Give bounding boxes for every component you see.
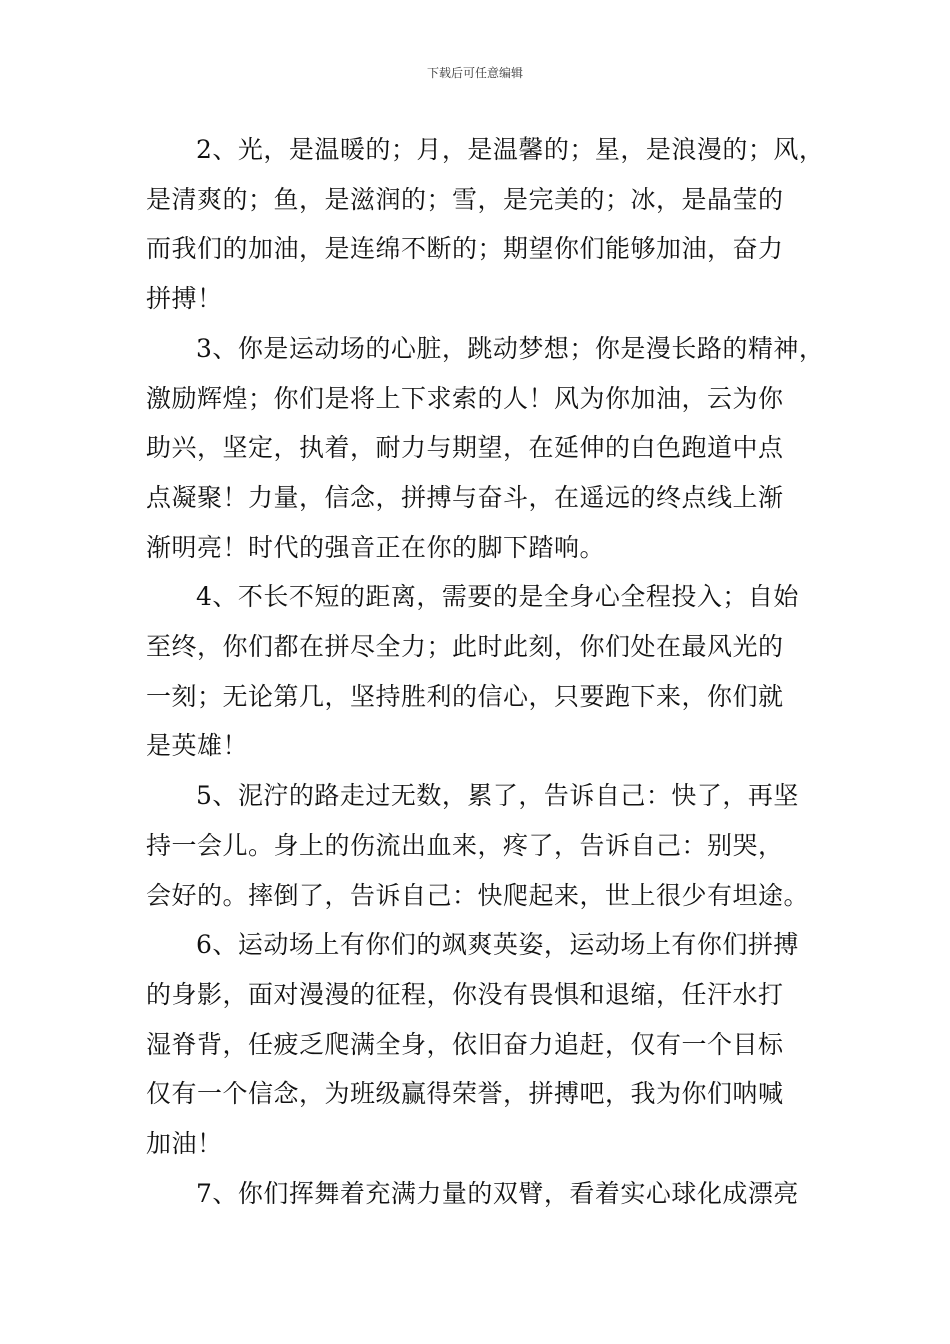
document-body bbox=[146, 125, 825, 1218]
text-line: 点凝聚！力量，信念，拼搏与奋斗，在遥远的终点线上渐 bbox=[146, 482, 784, 512]
text-line: 渐明亮！时代的强音正在你的脚下踏响。 bbox=[146, 532, 606, 562]
text-line: 而我们的加油，是连绵不断的；期望你们能够加油，奋力 bbox=[146, 234, 784, 264]
paragraph-2 bbox=[146, 125, 825, 324]
paragraph-5 bbox=[146, 771, 814, 920]
text-line: 3、你是运动场的心脏，跳动梦想；你是漫长路的精神， bbox=[196, 333, 825, 363]
text-line: 拼搏！ bbox=[146, 284, 223, 314]
text-line: 6、运动场上有你们的飒爽英姿，运动场上有你们拼搏 bbox=[196, 930, 799, 960]
text-line: 5、泥泞的路走过无数，累了，告诉自己：快了，再坚 bbox=[196, 781, 799, 811]
text-line: 2、光，是温暖的；月，是温馨的；星，是浪漫的；风， bbox=[196, 135, 825, 164]
paragraph-7 bbox=[146, 1169, 814, 1219]
text-line: 会好的。摔倒了，告诉自己：快爬起来，世上很少有坦途。 bbox=[146, 880, 810, 910]
text-line: 的身影，面对漫漫的征程，你没有畏惧和退缩，任汗水打 bbox=[146, 979, 784, 1009]
page-header-note: 下载后可任意编辑 bbox=[426, 66, 523, 80]
text-line: 是英雄！ bbox=[146, 731, 249, 761]
text-line: 湿脊背，任疲乏爬满全身，依旧奋力追赶，仅有一个目标 bbox=[146, 1029, 784, 1059]
text-line: 一刻；无论第几，坚持胜利的信心，只要跑下来，你们就 bbox=[146, 681, 784, 711]
text-line: 激励辉煌；你们是将上下求索的人！风为你加油，云为你 bbox=[146, 383, 784, 413]
text-line: 加油！ bbox=[146, 1129, 223, 1159]
text-line: 助兴，坚定，执着，耐力与期望，在延伸的白色跑道中点 bbox=[146, 433, 784, 463]
text-line: 是清爽的；鱼，是滋润的；雪，是完美的；冰，是晶莹的 bbox=[146, 184, 784, 214]
text-line: 持一会儿。身上的伤流出血来，疼了，告诉自己：别哭， bbox=[146, 830, 784, 860]
paragraph-6 bbox=[146, 920, 814, 1169]
text-line: 4、不长不短的距离，需要的是全身心全程投入；自始 bbox=[196, 582, 799, 612]
text-line: 仅有一个信念，为班级赢得荣誉，拼搏吧，我为你们呐喊 bbox=[146, 1079, 784, 1109]
text-line: 7、你们挥舞着充满力量的双臂，看着实心球化成漂亮 bbox=[196, 1178, 799, 1208]
paragraph-3 bbox=[146, 324, 825, 573]
paragraph-4 bbox=[146, 572, 814, 771]
text-line: 至终，你们都在拼尽全力；此时此刻，你们处在最风光的 bbox=[146, 632, 784, 662]
